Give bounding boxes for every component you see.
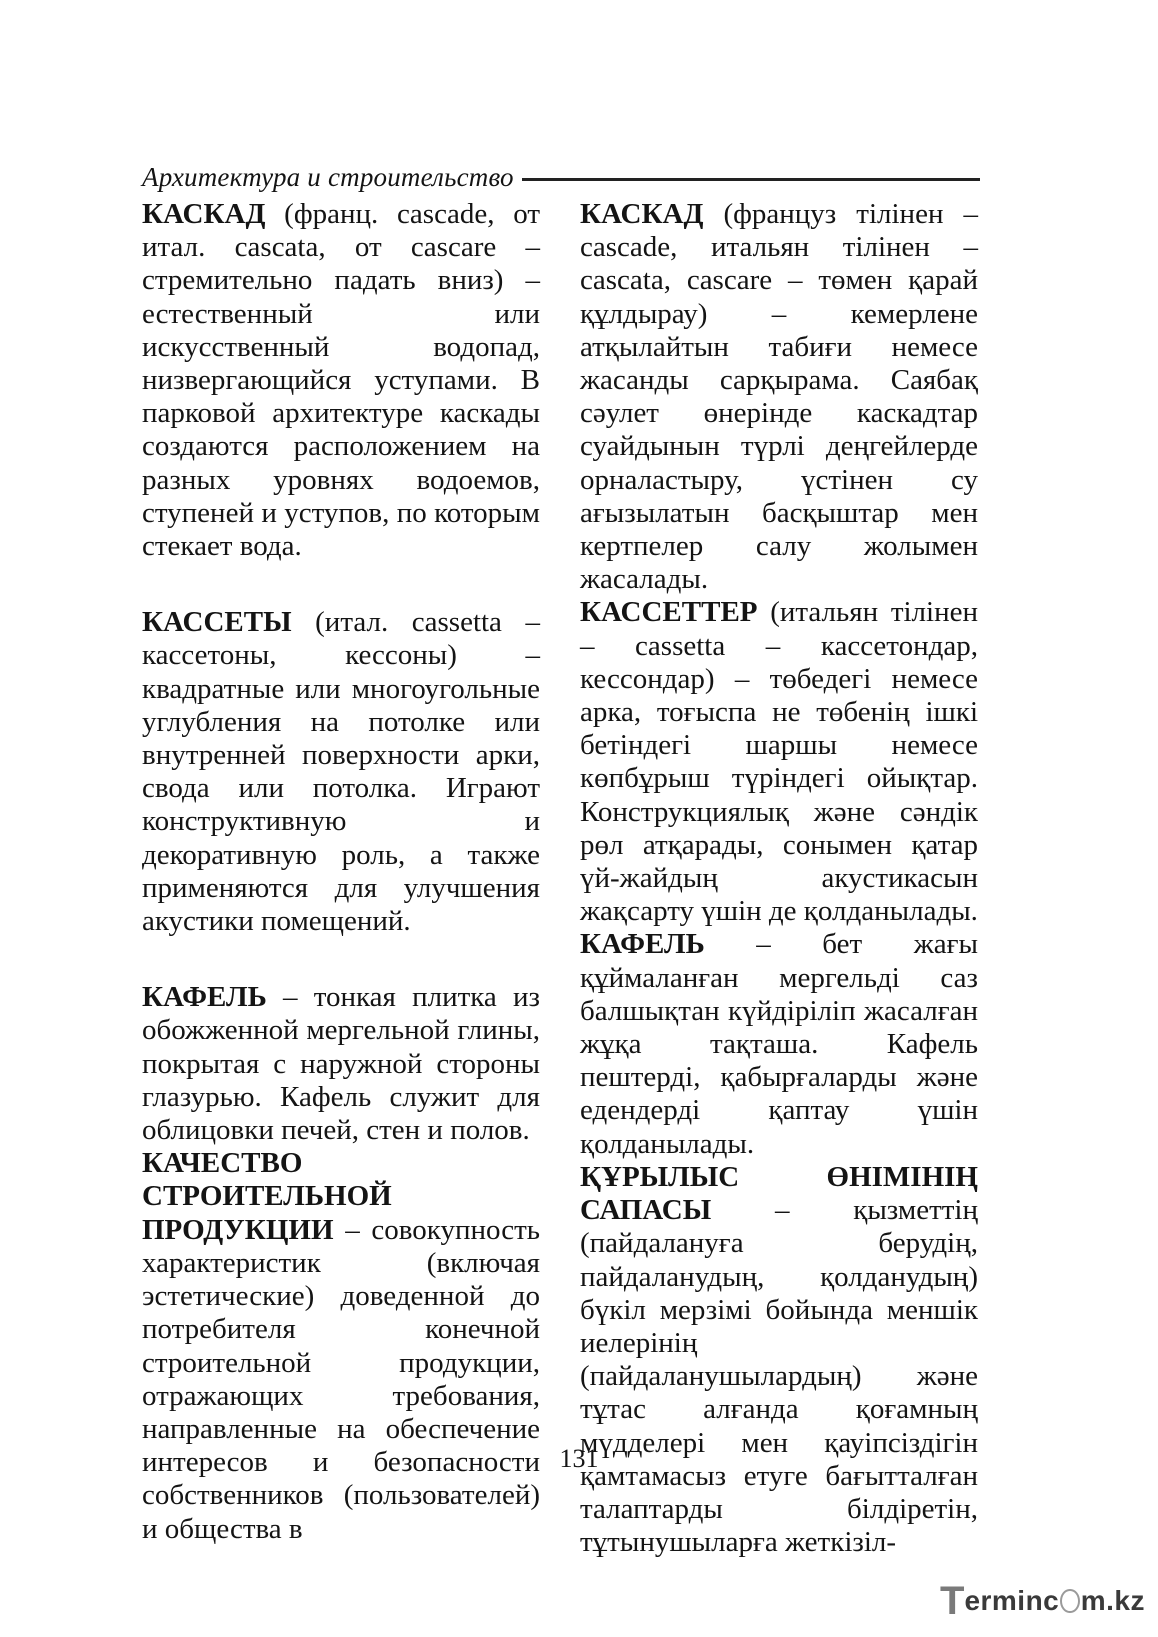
- entry-term: КАСКАД: [142, 198, 266, 230]
- entry-term: КАФЕЛЬ: [142, 981, 267, 1014]
- entry-ru-kafel: [142, 981, 540, 1147]
- watermark-search-icon: [1060, 1589, 1079, 1613]
- entry-text: (француз тілінен – cascade, итальян тілінен – cascata, cascare – төмен қарай құлдырау) – кемерлене атқылайтын табиғи немесе жасанды сарқырама. Саябақ сәулет өнерінде каскадтар суайдынын түрлі деңгейлерде орналастыру, үстінен су ағызылатын басқыштар мен кертпелер салу жолымен жасалады.: [580, 198, 978, 596]
- entry-ru-kassety: [142, 606, 540, 938]
- header-title: Архитектура и строительство: [142, 161, 514, 192]
- entry-text: (франц. cascade, от итал. cascata, от cascare – стремительно падать вниз) – естественный или искусственный водопад, низвергающийся уступами. В парковой архитектуре каскады создаются расположением на разных уровнях водоемов, ступеней и уступов, по которым стекает вода.: [142, 198, 540, 563]
- entry-text: – тонкая плитка из обожженной мергельной глины, покрытая с наружной стороны глазурью. Кафель служит для облицовки печей, стен и полов.: [142, 981, 540, 1147]
- watermark-text-1: erminc: [964, 1585, 1060, 1616]
- page-number: 131: [559, 1444, 599, 1473]
- entry-text: (итальян тілінен – cassetta – кассетондар, кессондар) – төбедегі немесе арка, тоғыспа не төбенің ішкі бетіндегі шаршы немесе көпбұрыш түріндегі ойықтар. Конструкциялық және сәндік рөл атқарады, сонымен қатар үй-жайдың акустикасын жақсарту үшін де қолданылады.: [580, 596, 978, 928]
- column-kazakh: [580, 198, 978, 1559]
- watermark-text-2: m.kz: [1080, 1585, 1145, 1616]
- entry-term: КАССЕТТЕР: [580, 596, 758, 629]
- running-header: [142, 160, 980, 194]
- entry-term: КАСКАД: [580, 198, 704, 230]
- watermark-initial: T: [940, 1579, 965, 1623]
- header-rule: [522, 178, 980, 181]
- entry-text: – қызметтің (пайдалануға берудің, пайдаланудың, қолданудың) бүкіл мерзімі бойында меншік иелерінің (пайдаланушылардың) және тұтас алғанда қоғамның мүдделері мен қауіпсіздігін қамтамасыз етуге бағытталған талаптарды білдіретін, тұтынушыларға жеткізіл-: [580, 1194, 978, 1559]
- entry-kz-kassetter: [580, 596, 978, 928]
- entry-term: КАФЕЛЬ: [580, 928, 705, 961]
- column-russian: [142, 198, 540, 1546]
- entry-kz-sapasy: [580, 1161, 978, 1559]
- entry-text: – бет жағы құймаланған мергельді саз балшықтан күйдіріліп жасалған жұқа тақташа. Кафель пештерді, қабырғаларды және едендерді қаптау үшін қолданылады.: [580, 928, 978, 1160]
- watermark-logo: [940, 1578, 1145, 1624]
- entry-kz-kaskad: [580, 198, 978, 596]
- entry-spacer: [142, 563, 540, 606]
- entry-ru-kaskad: [142, 198, 540, 563]
- entry-spacer: [142, 938, 540, 981]
- entry-text: – совокупность характеристик (включая эстетические) доведенной до потребителя конечной строительной продукции, отражающих требования, направленные на обеспечение интересов и безопасности собственников (пользователей) и общества в: [142, 1213, 540, 1545]
- entry-term: КАССЕТЫ: [142, 606, 292, 639]
- entry-text: (итал. cassetta – кассетоны, кессоны) – квадратные или многоугольные углубления на потолке или внутренней поверхности арки, свода или потолка. Играют конструктивную и декоративную роль, а также применяются для улучшения акустики помещений.: [142, 606, 540, 938]
- entry-kz-kafel: [580, 928, 978, 1160]
- entry-term: КАЧЕСТВО СТРОИТЕЛЬНОЙ ПРОДУКЦИИ: [142, 1147, 392, 1246]
- entry-ru-kachestvo: [142, 1147, 540, 1545]
- entry-term: ҚҰРЫЛЫС ӨНІМІНІҢ САПАСЫ: [580, 1160, 978, 1227]
